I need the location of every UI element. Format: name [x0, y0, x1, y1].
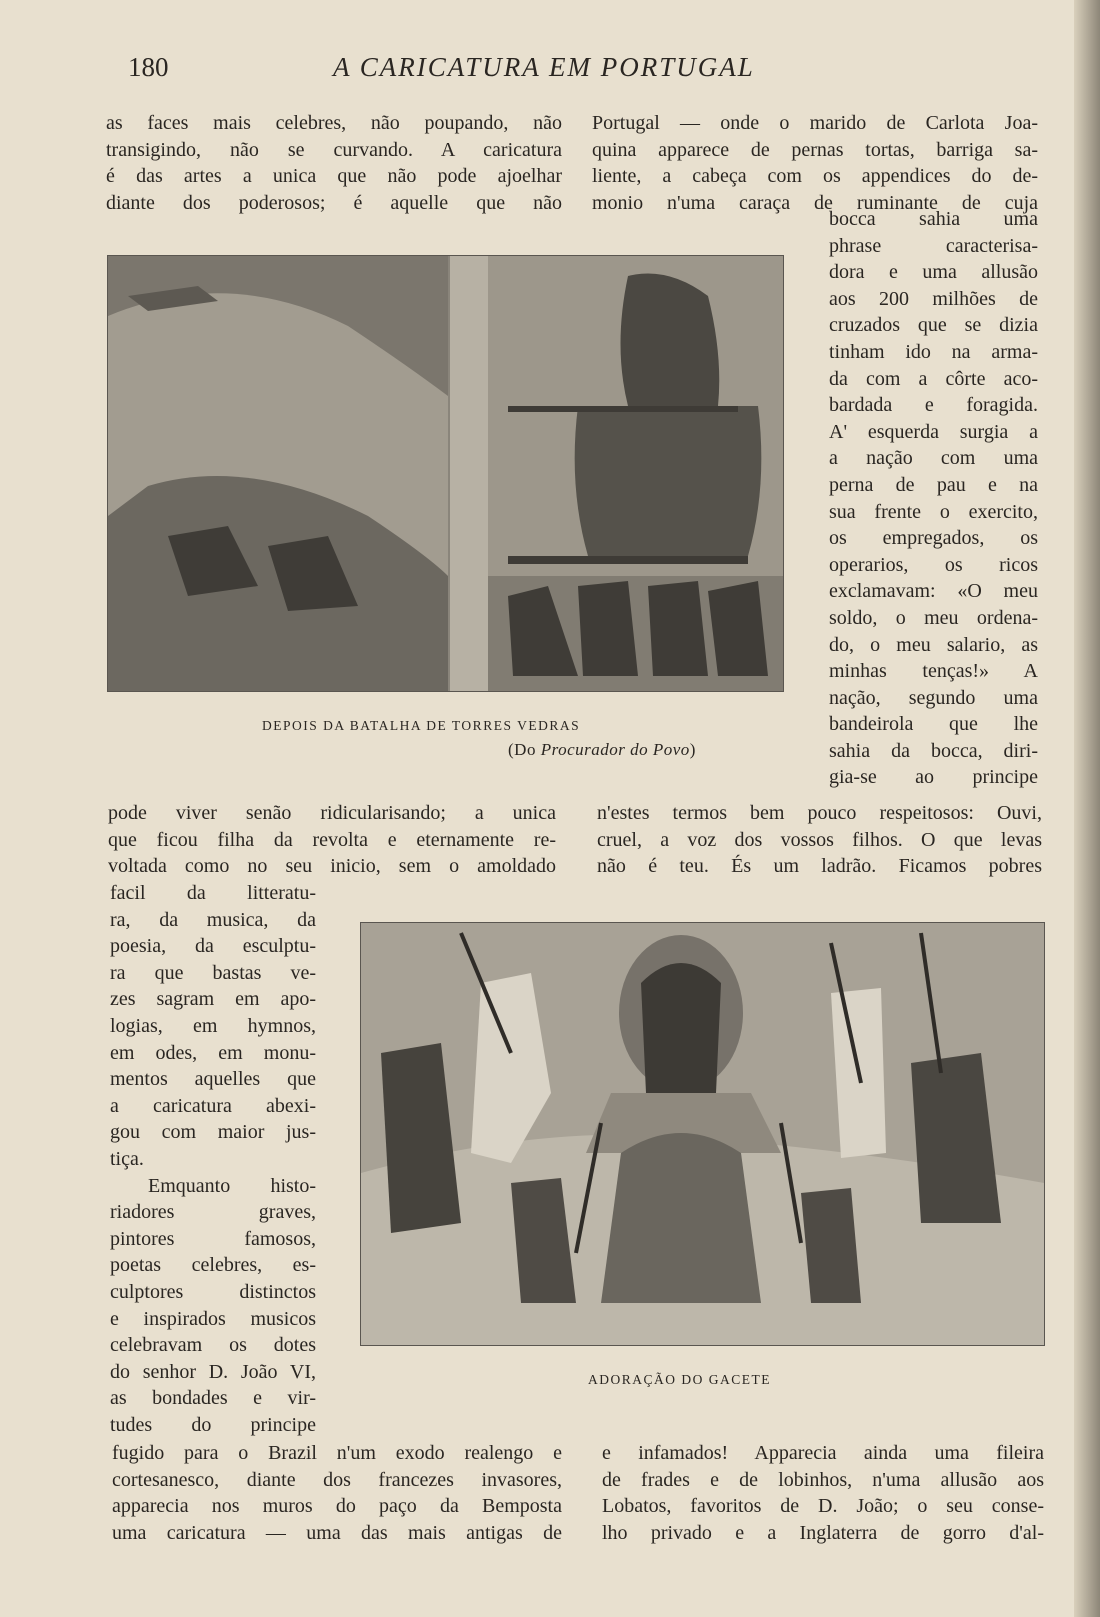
text-line: apparecia nos muros do paço da Bemposta — [112, 1495, 562, 1518]
page-header — [0, 52, 1100, 88]
text-line: em odes, em monu- — [110, 1041, 316, 1064]
text-line: de frades e de lobinhos, n'uma allusão aos — [602, 1468, 1044, 1491]
text-line: diante dos poderosos; é aquelle que não — [106, 191, 562, 214]
figure2-caption: ADORAÇÃO DO GACETE — [588, 1372, 771, 1387]
right-column-narrow — [829, 206, 1038, 791]
running-title: A CARICATURA EM PORTUGAL — [333, 52, 755, 82]
text-line: operarios, os ricos — [829, 553, 1038, 576]
text-line: bandeirola que lhe — [829, 713, 1038, 736]
text-line: do, o meu salario, as — [829, 633, 1038, 656]
text-line: phrase caracterisa- — [829, 234, 1038, 257]
figure-adoracao — [360, 922, 1045, 1346]
text-line: n'estes termos bem pouco respeitosos: Ouvi, — [597, 802, 1042, 824]
text-line: logias, em hymnos, — [110, 1014, 316, 1037]
text-line: mentos aquelles que — [110, 1068, 316, 1091]
engraving-illustration — [361, 923, 1044, 1345]
text-line: gou com maior jus- — [110, 1121, 316, 1144]
text-line: A' esquerda surgia a — [829, 420, 1038, 443]
figure1-caption: DEPOIS DA BATALHA DE TORRES VEDRAS — [262, 718, 581, 733]
text-line: gia-se ao principe — [829, 766, 1038, 789]
text-line: monio n'uma caraça de ruminante de cuja — [592, 191, 1038, 214]
text-line: que ficou filha da revolta e eternamente re- — [108, 828, 556, 851]
text-line: celebravam os dotes — [110, 1334, 316, 1357]
text-line: ra que bastas ve- — [110, 961, 316, 984]
page-edge — [1074, 0, 1100, 1617]
text-line: cruel, a voz dos vossos filhos. O que levas — [597, 828, 1042, 851]
right-column-bottom — [602, 1440, 1044, 1546]
text-line: uma caricatura — uma das mais antigas de — [112, 1521, 562, 1544]
figure1-source — [508, 740, 696, 760]
text-line: as bondades e vir- — [110, 1387, 316, 1410]
figure1-source-title: Procurador do Povo — [540, 740, 690, 759]
text-line: soldo, o meu ordena- — [829, 606, 1038, 629]
figure1-source-prefix: (Do — [508, 740, 541, 759]
text-line: pintores famosos, — [110, 1227, 316, 1250]
text-line: transigindo, não se curvando. A caricatura — [106, 138, 562, 161]
text-line: poesia, da esculptu- — [110, 935, 316, 958]
text-line: zes sagram em apo- — [110, 988, 316, 1011]
page-number: 180 — [128, 52, 169, 82]
left-column-mid — [108, 800, 556, 880]
text-line: culptores distinctos — [110, 1280, 316, 1303]
text-line: exclamavam: «O meu — [829, 580, 1038, 603]
text-line: não é teu. És um ladrão. Ficamos pobres — [597, 855, 1042, 878]
text-line: da com a côrte aco- — [829, 367, 1038, 390]
right-column-top — [592, 110, 1038, 216]
text-line: aos 200 milhões de — [829, 287, 1038, 310]
text-line: a nação com uma — [829, 447, 1038, 470]
text-line: lho privado e a Inglaterra de gorro d'al- — [602, 1521, 1044, 1544]
text-line: perna de pau e na — [829, 473, 1038, 496]
text-line: nação, segundo uma — [829, 686, 1038, 709]
text-line: bardada e foragida. — [829, 394, 1038, 417]
text-line: tudes do principe — [110, 1413, 316, 1436]
text-line: Portugal — onde o marido de Carlota Joa- — [592, 112, 1038, 134]
text-line: dora e uma allusão — [829, 261, 1038, 284]
figure-torres-vedras — [107, 255, 784, 692]
engraving-illustration — [108, 256, 783, 691]
text-line: e inspirados musicos — [110, 1307, 316, 1330]
text-line: é das artes a unica que não pode ajoelhar — [106, 165, 562, 188]
text-line: fugido para o Brazil n'um exodo realengo e — [112, 1442, 562, 1464]
text-line: pode viver senão ridicularisando; a unica — [108, 802, 556, 824]
text-line: poetas celebres, es- — [110, 1254, 316, 1277]
figure1-source-suffix: ) — [689, 740, 696, 759]
text-line: Emquanto histo- — [148, 1174, 316, 1197]
text-line: riadores graves, — [110, 1201, 316, 1224]
text-line: sahia da bocca, diri- — [829, 739, 1038, 762]
text-line: tiça. — [110, 1147, 144, 1170]
left-column-narrow — [110, 880, 316, 1438]
text-line: facil da litteratu- — [110, 882, 316, 904]
text-line: do senhor D. João VI, — [110, 1360, 316, 1383]
text-line: cruzados que se dizia — [829, 314, 1038, 337]
text-line: a caricatura abexi- — [110, 1094, 316, 1117]
text-line: sua frente o exercito, — [829, 500, 1038, 523]
left-column-top — [106, 110, 562, 216]
text-line: cortesanesco, diante dos francezes invasores, — [112, 1468, 562, 1491]
text-line: quina apparece de pernas tortas, barriga sa- — [592, 138, 1038, 161]
text-line: os empregados, os — [829, 527, 1038, 550]
left-column-bottom — [112, 1440, 562, 1546]
text-line: liente, a cabeça com os appendices do de- — [592, 165, 1038, 188]
text-line: tinham ido na arma- — [829, 340, 1038, 363]
text-line: as faces mais celebres, não poupando, não — [106, 112, 562, 134]
text-line: Lobatos, favoritos de D. João; o seu conse- — [602, 1495, 1044, 1518]
right-column-mid — [597, 800, 1042, 880]
text-line: e infamados! Apparecia ainda uma fileira — [602, 1442, 1044, 1464]
text-line: voltada como no seu inicio, sem o amoldado — [108, 855, 556, 878]
text-line: ra, da musica, da — [110, 908, 316, 931]
text-line: bocca sahia uma — [829, 208, 1038, 230]
text-line: minhas tenças!» A — [829, 660, 1038, 683]
